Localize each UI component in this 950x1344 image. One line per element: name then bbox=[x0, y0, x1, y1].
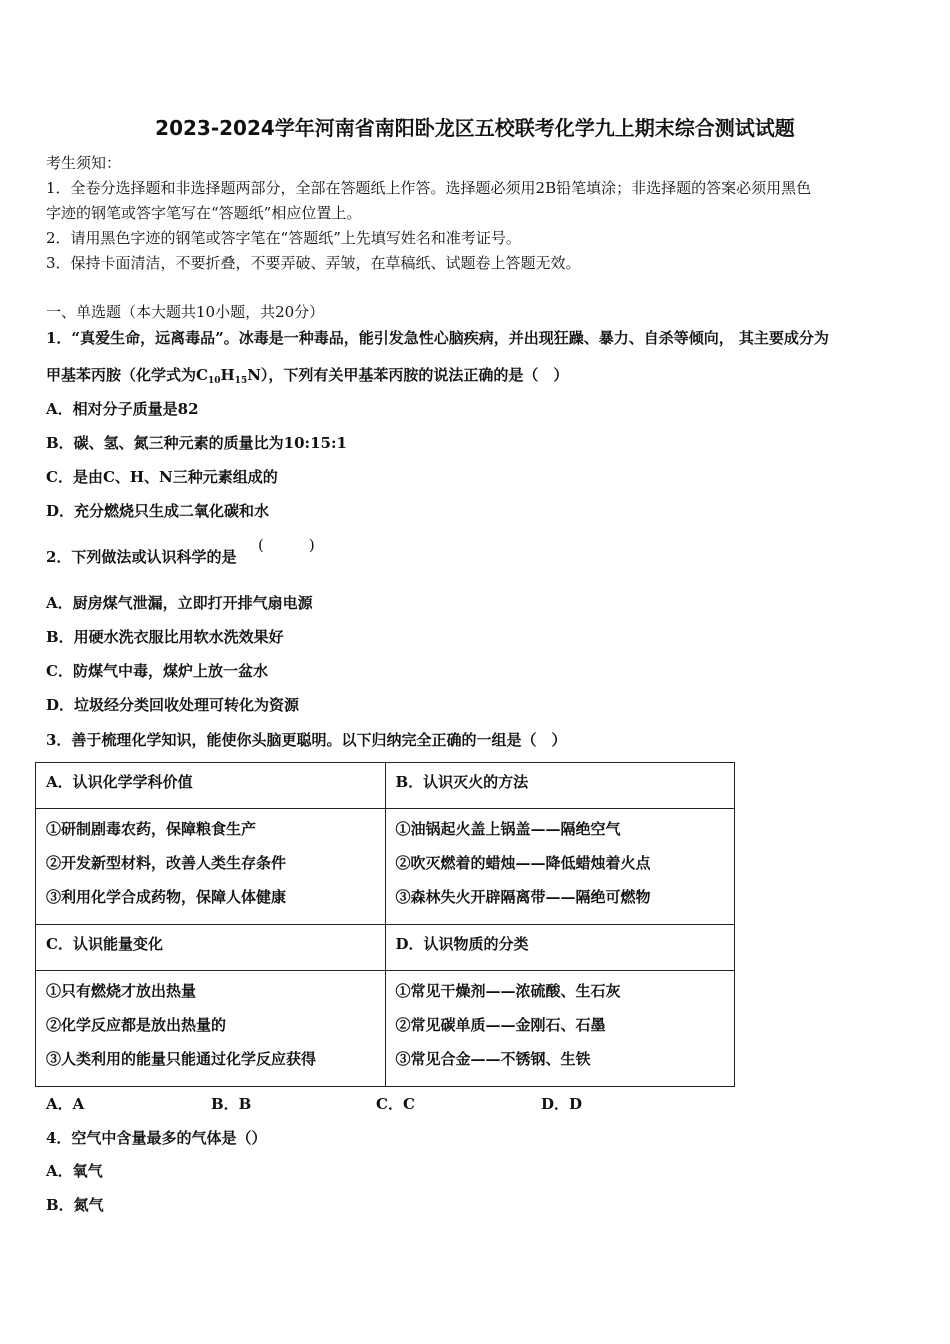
section-heading: 一、单选题（本大题共10小题，共20分） bbox=[46, 303, 325, 321]
q2-option-a: A．厨房煤气泄漏，立即打开排气扇电源 bbox=[46, 594, 313, 612]
q1-stem-line2: 甲基苯丙胺（化学式为$C_{10}H_{15}N$），下列有关甲基苯丙胺的说法正确的是（ ） bbox=[46, 366, 569, 386]
q2-answer-paren: ( ) bbox=[258, 536, 315, 554]
q3-answer-c: C．C bbox=[376, 1095, 415, 1113]
q3-answer-b: B．B bbox=[211, 1095, 252, 1113]
table-item: ③森林失火开辟隔离带——隔绝可燃物 bbox=[395, 888, 651, 906]
table-item: ③利用化学合成药物，保障人体健康 bbox=[46, 888, 287, 906]
q2-option-d: D．垃圾经分类回收处理可转化为资源 bbox=[46, 696, 300, 714]
notice-heading: 考生须知： bbox=[46, 154, 122, 172]
q1-option-d: D．充分燃烧只生成二氧化碳和水 bbox=[46, 502, 270, 520]
notice-item: 2．请用黑色字迹的钢笔或答字笔在“答题纸”上先填写姓名和准考证号。 bbox=[46, 229, 521, 247]
table-cell-d-body bbox=[385, 971, 735, 1087]
q4-stem: 4．空气中含量最多的气体是（） bbox=[46, 1129, 267, 1147]
q1-option-b: B．碳、氢、氮三种元素的质量比为10:15:1 bbox=[46, 434, 347, 452]
q4-option-a: A．氧气 bbox=[46, 1162, 103, 1180]
q2-stem: 2．下列做法或认识科学的是 bbox=[46, 548, 237, 566]
table-cell-d-head: D．认识物质的分类 bbox=[385, 925, 735, 971]
table-item: ①只有燃烧才放出热量 bbox=[46, 982, 197, 1000]
q1-option-a: A．相对分子质量是82 bbox=[46, 400, 199, 418]
notice-item: 3．保持卡面清洁，不要折叠，不要弄破、弄皱，在草稿纸、试题卷上答题无效。 bbox=[46, 254, 581, 272]
table-item: ②吹灭燃着的蜡烛——降低蜡烛着火点 bbox=[395, 854, 651, 872]
table-item: ①研制剧毒农药，保障粮食生产 bbox=[46, 820, 257, 838]
q3-answer-a: A．A bbox=[46, 1095, 85, 1113]
table-cell-a-head: A．认识化学学科价值 bbox=[36, 763, 386, 809]
table-item: ①油锅起火盖上锅盖——隔绝空气 bbox=[395, 820, 621, 838]
q4-option-b: B．氮气 bbox=[46, 1196, 104, 1214]
q2-option-c: C．防煤气中毒，煤炉上放一盆水 bbox=[46, 662, 268, 680]
table-item: ①常见干燥剂——浓硫酸、生石灰 bbox=[395, 982, 621, 1000]
q1-stem-line1: 1．“真爱生命，远离毒品”。冰毒是一种毒品，能引发急性心脑疾病，并出现狂躁、暴力、自杀等倾向， 其主要成分为 bbox=[46, 329, 829, 347]
table-cell-c-head: C．认识能量变化 bbox=[36, 925, 386, 971]
table-item: ②开发新型材料，改善人类生存条件 bbox=[46, 854, 287, 872]
table-cell-a-body bbox=[36, 809, 386, 925]
q1-option-c: C．是由C、H、N三种元素组成的 bbox=[46, 468, 278, 486]
table-cell-b-body bbox=[385, 809, 735, 925]
table-item: ③人类利用的能量只能通过化学反应获得 bbox=[46, 1050, 317, 1068]
notice-item: 1．全卷分选择题和非选择题两部分，全部在答题纸上作答。选择题必须用2B铅笔填涂；非选择题的答案必须用黑色 bbox=[46, 179, 812, 197]
table-cell-c-body bbox=[36, 971, 386, 1087]
table-cell-b-head: B．认识灭火的方法 bbox=[385, 763, 735, 809]
notice-item: 字迹的钢笔或答字笔写在“答题纸”相应位置上。 bbox=[46, 204, 362, 222]
page-title: 2023-2024学年河南省南阳卧龙区五校联考化学九上期末综合测试试题 bbox=[155, 116, 795, 140]
q3-answer-d: D．D bbox=[541, 1095, 583, 1113]
table-item: ②化学反应都是放出热量的 bbox=[46, 1016, 227, 1034]
table-item: ③常见合金——不锈钢、生铁 bbox=[395, 1050, 591, 1068]
q3-stem: 3．善于梳理化学知识，能使你头脑更聪明。以下归纳完全正确的一组是（ ） bbox=[46, 731, 567, 749]
q2-option-b: B．用硬水洗衣服比用软水洗效果好 bbox=[46, 628, 284, 646]
table-item: ②常见碳单质——金刚石、石墨 bbox=[395, 1016, 606, 1034]
q3-knowledge-table bbox=[35, 762, 735, 1087]
